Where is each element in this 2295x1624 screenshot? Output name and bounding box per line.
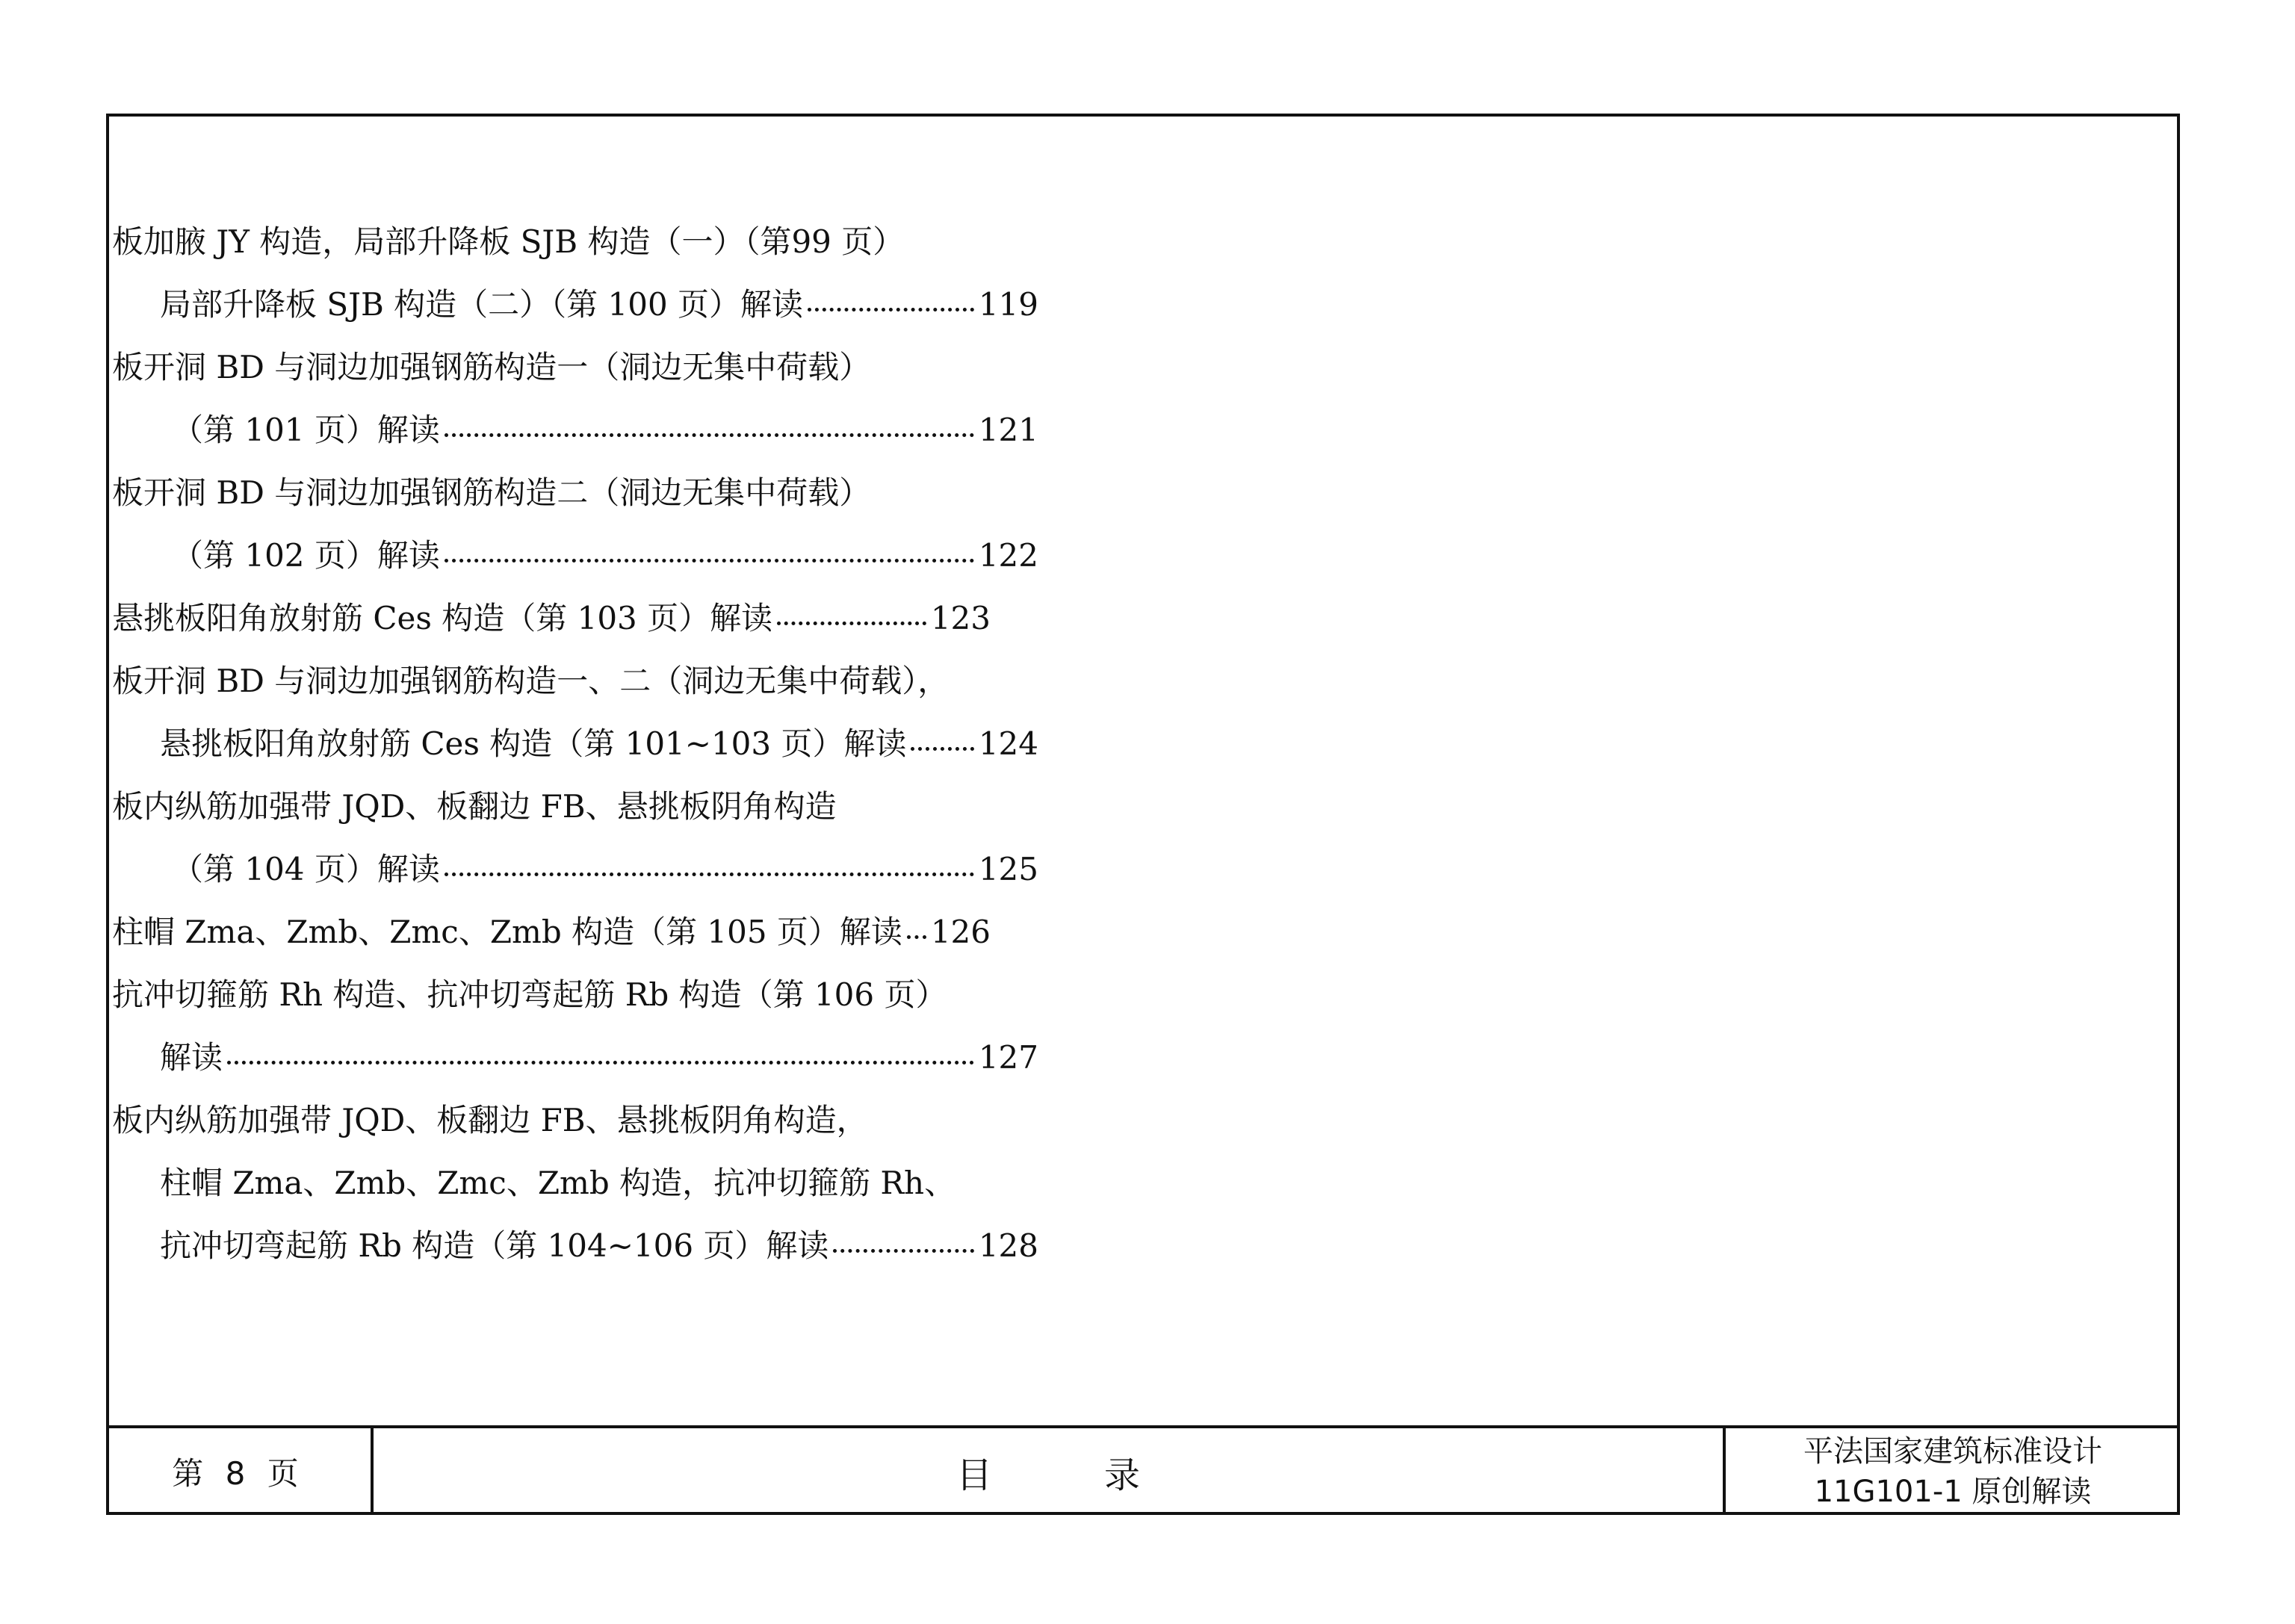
toc-entry-17[interactable] (160, 1224, 1038, 1268)
toc-entry-text: （第 104 页）解读 (172, 851, 440, 887)
leader-dots (911, 747, 973, 751)
toc-page-number: 123 (930, 600, 991, 636)
toc-entry-text: 板开洞 BD 与洞边加强钢筋构造一（洞边无集中荷载） (112, 349, 871, 385)
toc-page-number: 122 (978, 537, 1038, 574)
toc-entry-text: 板加腋 JY 构造，局部升降板 SJB 构造（一）（第99 页） (112, 223, 905, 260)
toc-entry-text: 板开洞 BD 与洞边加强钢筋构造二（洞边无集中荷载） (112, 474, 871, 511)
leader-dots (445, 433, 974, 437)
toc-entry-text: 悬挑板阳角放射筋 Ces 构造（第 103 页）解读 (112, 600, 773, 636)
toc-entry-text: 板内纵筋加强带 JQD、板翻边 FB、悬挑板阴角构造 (112, 788, 837, 825)
toc-entry-text: 抗冲切箍筋 Rh 构造、抗冲切弯起筋 Rb 构造（第 106 页） (112, 976, 947, 1013)
toc-page-number: 127 (978, 1039, 1038, 1076)
toc-page-number: 125 (978, 851, 1038, 887)
toc-entry-text: 柱帽 Zma、Zmb、Zmc、Zmb 构造（第 105 页）解读 (112, 914, 902, 950)
series-title-line-2: 11G101-1 原创解读 (1814, 1475, 2092, 1509)
leader-dots (227, 1061, 974, 1064)
toc-entry-text: 板内纵筋加强带 JQD、板翻边 FB、悬挑板阴角构造， (112, 1102, 868, 1138)
toc-page-number: 119 (978, 286, 1038, 323)
toc-entry-text: 解读 (160, 1039, 223, 1076)
toc-entry-text: 柱帽 Zma、Zmb、Zmc、Zmb 构造，抗冲切箍筋 Rh、 (160, 1165, 956, 1201)
toc-entry-5 (112, 471, 870, 515)
leader-dots (833, 1249, 973, 1253)
leader-dots (777, 622, 926, 625)
toc-page-number: 128 (978, 1227, 1038, 1264)
title-block (106, 1425, 2180, 1515)
toc-entry-2[interactable] (160, 282, 1038, 327)
toc-entry-13 (112, 973, 947, 1017)
toc-entry-text: 悬挑板阳角放射筋 Ces 构造（第 101~103 页）解读 (160, 725, 907, 762)
toc-entry-12[interactable] (112, 910, 991, 955)
toc-entry-1 (112, 220, 904, 264)
toc-entry-text: 局部升降板 SJB 构造（二）（第 100 页）解读 (160, 286, 804, 323)
toc-entry-11[interactable] (172, 847, 1038, 892)
toc-page-number: 121 (978, 412, 1038, 448)
toc-entry-text: （第 102 页）解读 (172, 537, 440, 574)
toc-entry-15 (112, 1098, 868, 1143)
toc-entry-text: 板开洞 BD 与洞边加强钢筋构造一、二（洞边无集中荷载）， (112, 663, 950, 699)
leader-dots (808, 308, 974, 312)
leader-dots (907, 935, 926, 939)
toc-entry-10 (112, 784, 837, 829)
page-title: 目录 (374, 1428, 1726, 1515)
toc-entry-8 (112, 659, 949, 704)
leader-dots (445, 559, 974, 562)
page-number-label: 第 8 页 (106, 1428, 374, 1515)
toc-entry-6[interactable] (172, 533, 1038, 578)
leader-dots (445, 873, 974, 876)
toc-entry-16 (160, 1161, 956, 1206)
toc-page-number: 124 (978, 725, 1038, 762)
series-title-line-1: 平法国家建筑标准设计 (1803, 1434, 2102, 1469)
toc-entry-9[interactable] (160, 722, 1038, 766)
toc-page-number: 126 (930, 914, 991, 950)
series-title (1726, 1428, 2180, 1515)
toc-entry-text: （第 101 页）解读 (172, 412, 440, 448)
toc-entry-3 (112, 345, 870, 390)
toc-entry-4[interactable] (172, 408, 1038, 453)
toc-entry-14[interactable] (160, 1035, 1038, 1080)
toc-entry-text: 抗冲切弯起筋 Rb 构造（第 104~106 页）解读 (160, 1227, 829, 1264)
toc-entry-7[interactable] (112, 596, 991, 641)
